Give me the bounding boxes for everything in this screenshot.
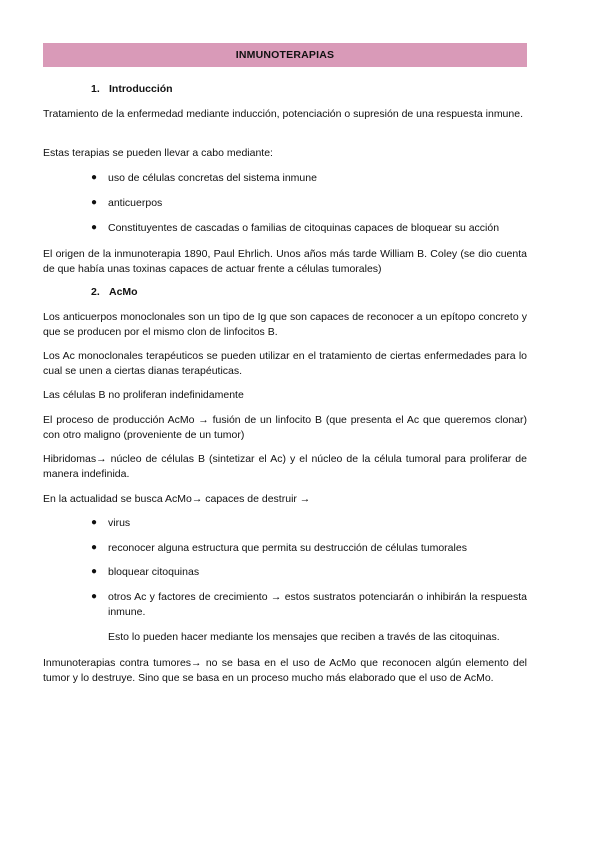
document-title-bar	[43, 43, 527, 67]
bullet-icon: ●	[91, 566, 98, 577]
bullet-icon: ●	[91, 197, 98, 208]
list-item-text: anticuerpos	[108, 197, 163, 209]
acmo-paragraph-7: Inmunoterapias contra tumores→ no se basa en el uso de AcMo que reconocen algún elemento del tumor y lo destruye. Sino que se basa en un proceso mucho más elaborado que el uso de AcMo.	[43, 657, 527, 684]
acmo-paragraph-3: Las células B no proliferan indefinidamente	[43, 389, 244, 401]
bullet-icon: ●	[91, 591, 98, 602]
section-heading-introduccion	[91, 83, 173, 95]
list-item-text: reconocer alguna estructura que permita su destrucción de células tumorales	[108, 542, 467, 554]
intro-paragraph-1: Tratamiento de la enfermedad mediante inducción, potenciación o supresión de una respuesta inmune.	[43, 108, 523, 120]
list-item-text: uso de células concretas del sistema inmune	[108, 172, 317, 184]
list-item	[91, 171, 527, 186]
bullet-icon: ●	[91, 222, 98, 233]
bullet-note: Esto lo pueden hacer mediante los mensajes que reciben a través de las citoquinas.	[108, 631, 500, 643]
acmo-paragraph-2: Los Ac monoclonales terapéuticos se pueden utilizar en el tratamiento de ciertas enfermedades para lo cual se unen a ciertas dianas terapéuticas.	[43, 350, 527, 377]
acmo-paragraph-4: El proceso de producción AcMo → fusión de un linfocito B (que presenta el Ac que queremos clonar) con otro maligno (proveniente de un tumor)	[43, 414, 527, 441]
bullet-icon: ●	[91, 542, 98, 553]
intro-paragraph-2: Estas terapias se pueden llevar a cabo mediante:	[43, 147, 273, 159]
list-item-text: Constituyentes de cascadas o familias de citoquinas capaces de bloquear su acción	[108, 222, 500, 234]
section-title: AcMo	[109, 286, 138, 298]
list-item	[91, 221, 527, 236]
acmo-paragraph-1: Los anticuerpos monoclonales son un tipo de Ig que son capaces de reconocer a un epítopo concreto y que se producen por el mismo clon de linfocitos B.	[43, 311, 527, 338]
section-heading-acmo	[91, 286, 138, 298]
list-item	[91, 541, 527, 556]
list-item-text: virus	[108, 517, 131, 529]
intro-paragraph-3: El origen de la inmunoterapia 1890, Paul Ehrlich. Unos años más tarde William B. Coley (se dio cuenta de que había unas toxinas capaces de actuar frente a células tumorales)	[43, 248, 527, 275]
list-item	[91, 516, 527, 531]
bullet-icon: ●	[91, 172, 98, 183]
acmo-paragraph-5: Hibridomas→ núcleo de células B (sintetizar el Ac) y el núcleo de la célula tumoral para proliferar de manera indefinida.	[43, 453, 527, 480]
section-title: Introducción	[109, 83, 173, 95]
list-item-text: otros Ac y factores de crecimiento → estos sustratos potenciarán o inhibirán la respuesta inmune.	[108, 591, 527, 618]
document-title: INMUNOTERAPIAS	[235, 49, 335, 61]
list-item	[91, 196, 527, 211]
bullet-icon: ●	[91, 517, 98, 528]
list-item-text: bloquear citoquinas	[108, 566, 200, 578]
section-number: 2.	[91, 286, 100, 298]
acmo-paragraph-6: En la actualidad se busca AcMo→ capaces de destruir →	[43, 493, 311, 505]
list-item	[91, 565, 527, 580]
section-number: 1.	[91, 83, 100, 95]
list-item	[91, 590, 527, 619]
